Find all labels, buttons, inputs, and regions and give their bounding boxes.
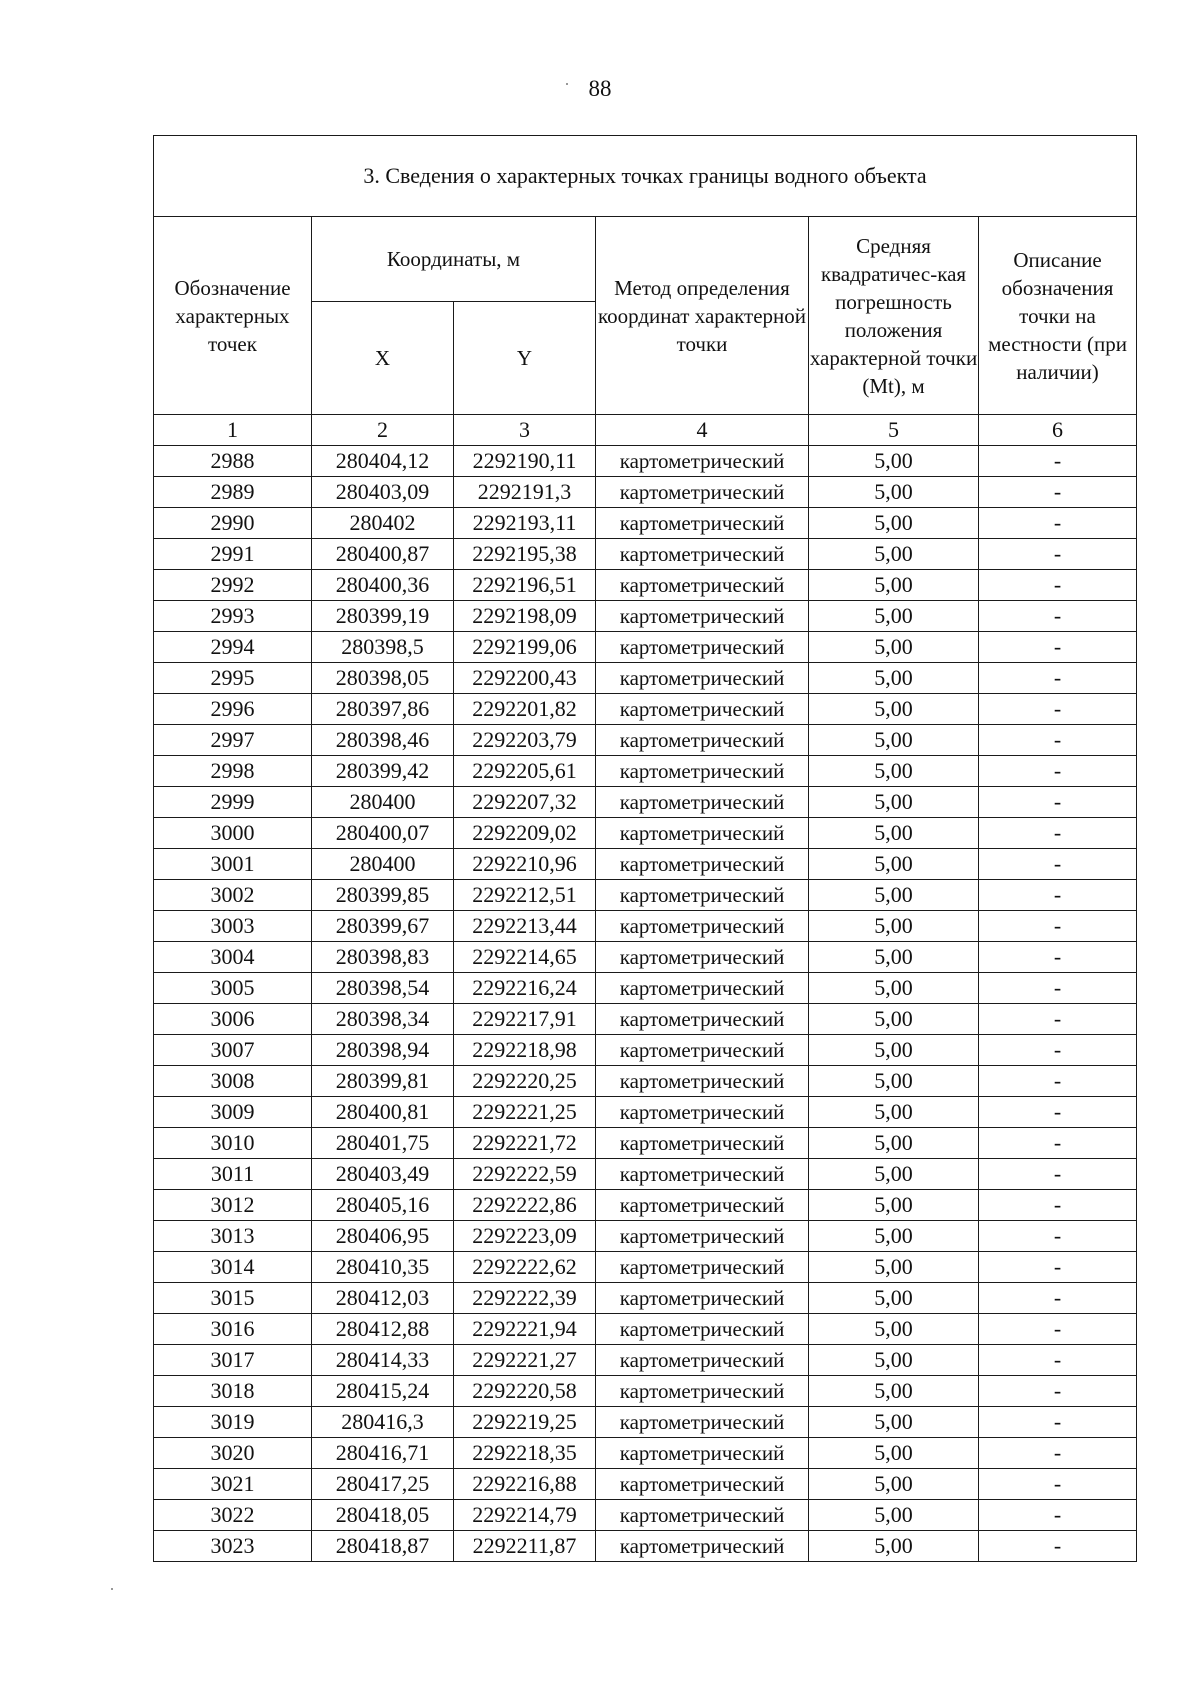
y-cell: 2292221,27 <box>454 1345 596 1376</box>
x-cell: 280398,94 <box>312 1035 454 1066</box>
y-cell: 2292213,44 <box>454 911 596 942</box>
point-id-cell: 2999 <box>154 787 312 818</box>
x-cell: 280401,75 <box>312 1128 454 1159</box>
point-id-cell: 3020 <box>154 1438 312 1469</box>
table-row <box>154 1314 1137 1345</box>
table-row <box>154 1128 1137 1159</box>
method-cell: картометрический <box>596 1345 809 1376</box>
error-cell: 5,00 <box>809 1376 979 1407</box>
y-cell: 2292191,3 <box>454 477 596 508</box>
point-id-cell: 3014 <box>154 1252 312 1283</box>
table-row <box>154 663 1137 694</box>
column-number: 3 <box>454 415 596 446</box>
scan-speck <box>111 1588 113 1590</box>
table-row <box>154 1004 1137 1035</box>
point-id-cell: 2994 <box>154 632 312 663</box>
description-cell: - <box>979 570 1137 601</box>
y-cell: 2292218,35 <box>454 1438 596 1469</box>
method-cell: картометрический <box>596 570 809 601</box>
method-cell: картометрический <box>596 1407 809 1438</box>
method-cell: картометрический <box>596 1314 809 1345</box>
description-cell: - <box>979 1531 1137 1562</box>
description-cell: - <box>979 508 1137 539</box>
method-cell: картометрический <box>596 477 809 508</box>
description-cell: - <box>979 1066 1137 1097</box>
header-x: X <box>312 302 454 415</box>
description-cell: - <box>979 1283 1137 1314</box>
method-cell: картометрический <box>596 508 809 539</box>
error-cell: 5,00 <box>809 539 979 570</box>
error-cell: 5,00 <box>809 1128 979 1159</box>
x-cell: 280416,71 <box>312 1438 454 1469</box>
method-cell: картометрический <box>596 663 809 694</box>
point-id-cell: 2998 <box>154 756 312 787</box>
error-cell: 5,00 <box>809 849 979 880</box>
x-cell: 280402 <box>312 508 454 539</box>
method-cell: картометрический <box>596 1097 809 1128</box>
error-cell: 5,00 <box>809 601 979 632</box>
description-cell: - <box>979 1345 1137 1376</box>
description-cell: - <box>979 1438 1137 1469</box>
table-row <box>154 570 1137 601</box>
y-cell: 2292214,65 <box>454 942 596 973</box>
y-cell: 2292222,86 <box>454 1190 596 1221</box>
point-id-cell: 3004 <box>154 942 312 973</box>
y-cell: 2292211,87 <box>454 1531 596 1562</box>
error-cell: 5,00 <box>809 508 979 539</box>
description-cell: - <box>979 1314 1137 1345</box>
description-cell: - <box>979 1035 1137 1066</box>
point-id-cell: 3021 <box>154 1469 312 1500</box>
boundary-points-table <box>153 135 1137 1562</box>
table-row <box>154 1345 1137 1376</box>
y-cell: 2292222,59 <box>454 1159 596 1190</box>
y-cell: 2292222,39 <box>454 1283 596 1314</box>
y-cell: 2292216,24 <box>454 973 596 1004</box>
description-cell: - <box>979 756 1137 787</box>
x-cell: 280415,24 <box>312 1376 454 1407</box>
description-cell: - <box>979 694 1137 725</box>
description-cell: - <box>979 1159 1137 1190</box>
x-cell: 280405,16 <box>312 1190 454 1221</box>
x-cell: 280398,34 <box>312 1004 454 1035</box>
y-cell: 2292217,91 <box>454 1004 596 1035</box>
table-title: 3. Сведения о характерных точках границы водного объекта <box>154 136 1137 217</box>
x-cell: 280399,85 <box>312 880 454 911</box>
point-id-cell: 2995 <box>154 663 312 694</box>
point-id-cell: 3009 <box>154 1097 312 1128</box>
point-id-cell: 3003 <box>154 911 312 942</box>
x-cell: 280399,42 <box>312 756 454 787</box>
method-cell: картометрический <box>596 756 809 787</box>
error-cell: 5,00 <box>809 1004 979 1035</box>
table-row <box>154 1097 1137 1128</box>
method-cell: картометрический <box>596 601 809 632</box>
table-row <box>154 942 1137 973</box>
table-row <box>154 756 1137 787</box>
table-row <box>154 1376 1137 1407</box>
method-cell: картометрический <box>596 1035 809 1066</box>
y-cell: 2292205,61 <box>454 756 596 787</box>
point-id-cell: 3022 <box>154 1500 312 1531</box>
error-cell: 5,00 <box>809 1159 979 1190</box>
point-id-cell: 3006 <box>154 1004 312 1035</box>
header-description: Описание обозначения точки на местности (при наличии) <box>979 217 1137 415</box>
method-cell: картометрический <box>596 1004 809 1035</box>
error-cell: 5,00 <box>809 756 979 787</box>
method-cell: картометрический <box>596 911 809 942</box>
error-cell: 5,00 <box>809 973 979 1004</box>
error-cell: 5,00 <box>809 1314 979 1345</box>
description-cell: - <box>979 942 1137 973</box>
method-cell: картометрический <box>596 694 809 725</box>
table-row <box>154 1407 1137 1438</box>
table-row <box>154 725 1137 756</box>
description-cell: - <box>979 1469 1137 1500</box>
description-cell: - <box>979 1252 1137 1283</box>
description-cell: - <box>979 601 1137 632</box>
y-cell: 2292221,94 <box>454 1314 596 1345</box>
table-row <box>154 1438 1137 1469</box>
table-row <box>154 787 1137 818</box>
point-id-cell: 3018 <box>154 1376 312 1407</box>
description-cell: - <box>979 1190 1137 1221</box>
table-row <box>154 1159 1137 1190</box>
y-cell: 2292218,98 <box>454 1035 596 1066</box>
point-id-cell: 2988 <box>154 446 312 477</box>
x-cell: 280414,33 <box>312 1345 454 1376</box>
column-number: 4 <box>596 415 809 446</box>
y-cell: 2292220,58 <box>454 1376 596 1407</box>
point-id-cell: 2989 <box>154 477 312 508</box>
method-cell: картометрический <box>596 1283 809 1314</box>
x-cell: 280400 <box>312 849 454 880</box>
x-cell: 280418,87 <box>312 1531 454 1562</box>
description-cell: - <box>979 911 1137 942</box>
point-id-cell: 3012 <box>154 1190 312 1221</box>
x-cell: 280398,54 <box>312 973 454 1004</box>
error-cell: 5,00 <box>809 570 979 601</box>
error-cell: 5,00 <box>809 477 979 508</box>
error-cell: 5,00 <box>809 911 979 942</box>
description-cell: - <box>979 539 1137 570</box>
x-cell: 280417,25 <box>312 1469 454 1500</box>
point-id-cell: 3013 <box>154 1221 312 1252</box>
column-number: 1 <box>154 415 312 446</box>
description-cell: - <box>979 725 1137 756</box>
point-id-cell: 3015 <box>154 1283 312 1314</box>
point-id-cell: 3019 <box>154 1407 312 1438</box>
y-cell: 2292223,09 <box>454 1221 596 1252</box>
table-row <box>154 477 1137 508</box>
table-row <box>154 911 1137 942</box>
method-cell: картометрический <box>596 1438 809 1469</box>
x-cell: 280400 <box>312 787 454 818</box>
table-row <box>154 1283 1137 1314</box>
y-cell: 2292196,51 <box>454 570 596 601</box>
description-cell: - <box>979 1500 1137 1531</box>
x-cell: 280400,07 <box>312 818 454 849</box>
y-cell: 2292221,72 <box>454 1128 596 1159</box>
error-cell: 5,00 <box>809 1035 979 1066</box>
description-cell: - <box>979 1004 1137 1035</box>
description-cell: - <box>979 880 1137 911</box>
y-cell: 2292212,51 <box>454 880 596 911</box>
y-cell: 2292209,02 <box>454 818 596 849</box>
error-cell: 5,00 <box>809 1221 979 1252</box>
method-cell: картометрический <box>596 942 809 973</box>
x-cell: 280399,81 <box>312 1066 454 1097</box>
method-cell: картометрический <box>596 1500 809 1531</box>
point-id-cell: 3005 <box>154 973 312 1004</box>
error-cell: 5,00 <box>809 1097 979 1128</box>
x-cell: 280410,35 <box>312 1252 454 1283</box>
point-id-cell: 3000 <box>154 818 312 849</box>
x-cell: 280400,81 <box>312 1097 454 1128</box>
method-cell: картометрический <box>596 1159 809 1190</box>
point-id-cell: 3010 <box>154 1128 312 1159</box>
method-cell: картометрический <box>596 1190 809 1221</box>
point-id-cell: 3023 <box>154 1531 312 1562</box>
error-cell: 5,00 <box>809 1345 979 1376</box>
description-cell: - <box>979 1128 1137 1159</box>
method-cell: картометрический <box>596 1221 809 1252</box>
table-body <box>154 446 1137 1562</box>
x-cell: 280412,88 <box>312 1314 454 1345</box>
y-cell: 2292198,09 <box>454 601 596 632</box>
x-cell: 280400,87 <box>312 539 454 570</box>
error-cell: 5,00 <box>809 1500 979 1531</box>
y-cell: 2292190,11 <box>454 446 596 477</box>
y-cell: 2292210,96 <box>454 849 596 880</box>
description-cell: - <box>979 818 1137 849</box>
x-cell: 280404,12 <box>312 446 454 477</box>
table-row <box>154 1469 1137 1500</box>
table-row <box>154 694 1137 725</box>
method-cell: картометрический <box>596 1531 809 1562</box>
error-cell: 5,00 <box>809 942 979 973</box>
point-id-cell: 3001 <box>154 849 312 880</box>
y-cell: 2292200,43 <box>454 663 596 694</box>
table-row <box>154 1531 1137 1562</box>
y-cell: 2292222,62 <box>454 1252 596 1283</box>
y-cell: 2292219,25 <box>454 1407 596 1438</box>
y-cell: 2292216,88 <box>454 1469 596 1500</box>
description-cell: - <box>979 1097 1137 1128</box>
error-cell: 5,00 <box>809 1407 979 1438</box>
x-cell: 280403,09 <box>312 477 454 508</box>
x-cell: 280399,67 <box>312 911 454 942</box>
point-id-cell: 2990 <box>154 508 312 539</box>
header-method: Метод определения координат характерной точки <box>596 217 809 415</box>
column-number: 2 <box>312 415 454 446</box>
column-numbers-row <box>154 415 1137 446</box>
point-id-cell: 3011 <box>154 1159 312 1190</box>
point-id-cell: 2992 <box>154 570 312 601</box>
x-cell: 280400,36 <box>312 570 454 601</box>
method-cell: картометрический <box>596 1128 809 1159</box>
error-cell: 5,00 <box>809 1283 979 1314</box>
table-row <box>154 1190 1137 1221</box>
description-cell: - <box>979 973 1137 1004</box>
error-cell: 5,00 <box>809 663 979 694</box>
method-cell: картометрический <box>596 849 809 880</box>
error-cell: 5,00 <box>809 1066 979 1097</box>
x-cell: 280399,19 <box>312 601 454 632</box>
y-cell: 2292195,38 <box>454 539 596 570</box>
error-cell: 5,00 <box>809 818 979 849</box>
error-cell: 5,00 <box>809 446 979 477</box>
table-row <box>154 1066 1137 1097</box>
table-row <box>154 880 1137 911</box>
point-id-cell: 3007 <box>154 1035 312 1066</box>
table-row <box>154 973 1137 1004</box>
method-cell: картометрический <box>596 632 809 663</box>
y-cell: 2292221,25 <box>454 1097 596 1128</box>
method-cell: картометрический <box>596 725 809 756</box>
error-cell: 5,00 <box>809 1438 979 1469</box>
table-row <box>154 601 1137 632</box>
x-cell: 280418,05 <box>312 1500 454 1531</box>
x-cell: 280398,5 <box>312 632 454 663</box>
method-cell: картометрический <box>596 1376 809 1407</box>
x-cell: 280403,49 <box>312 1159 454 1190</box>
description-cell: - <box>979 632 1137 663</box>
method-cell: картометрический <box>596 973 809 1004</box>
error-cell: 5,00 <box>809 725 979 756</box>
point-id-cell: 3002 <box>154 880 312 911</box>
y-cell: 2292193,11 <box>454 508 596 539</box>
point-id-cell: 2993 <box>154 601 312 632</box>
column-number: 5 <box>809 415 979 446</box>
method-cell: картометрический <box>596 818 809 849</box>
method-cell: картометрический <box>596 1469 809 1500</box>
x-cell: 280398,05 <box>312 663 454 694</box>
method-cell: картометрический <box>596 787 809 818</box>
description-cell: - <box>979 477 1137 508</box>
header-coordinates: Координаты, м <box>312 217 596 302</box>
x-cell: 280412,03 <box>312 1283 454 1314</box>
description-cell: - <box>979 849 1137 880</box>
description-cell: - <box>979 1407 1137 1438</box>
table-row <box>154 1252 1137 1283</box>
point-id-cell: 3017 <box>154 1345 312 1376</box>
point-id-cell: 3016 <box>154 1314 312 1345</box>
header-y: Y <box>454 302 596 415</box>
x-cell: 280398,83 <box>312 942 454 973</box>
y-cell: 2292201,82 <box>454 694 596 725</box>
header-error: Средняя квадратичес-кая погрешность положения характерной точки (Mt), м <box>809 217 979 415</box>
x-cell: 280397,86 <box>312 694 454 725</box>
table-row <box>154 632 1137 663</box>
y-cell: 2292203,79 <box>454 725 596 756</box>
method-cell: картометрический <box>596 880 809 911</box>
x-cell: 280406,95 <box>312 1221 454 1252</box>
point-id-cell: 2997 <box>154 725 312 756</box>
table-row <box>154 1500 1137 1531</box>
y-cell: 2292199,06 <box>454 632 596 663</box>
method-cell: картометрический <box>596 446 809 477</box>
table-row <box>154 818 1137 849</box>
error-cell: 5,00 <box>809 1190 979 1221</box>
error-cell: 5,00 <box>809 1252 979 1283</box>
table-row <box>154 508 1137 539</box>
error-cell: 5,00 <box>809 880 979 911</box>
description-cell: - <box>979 1221 1137 1252</box>
point-id-cell: 2996 <box>154 694 312 725</box>
method-cell: картометрический <box>596 539 809 570</box>
y-cell: 2292207,32 <box>454 787 596 818</box>
description-cell: - <box>979 1376 1137 1407</box>
table-row <box>154 446 1137 477</box>
table-row <box>154 539 1137 570</box>
error-cell: 5,00 <box>809 1531 979 1562</box>
table-row <box>154 1221 1137 1252</box>
table-row <box>154 849 1137 880</box>
description-cell: - <box>979 446 1137 477</box>
y-cell: 2292220,25 <box>454 1066 596 1097</box>
point-id-cell: 3008 <box>154 1066 312 1097</box>
point-id-cell: 2991 <box>154 539 312 570</box>
y-cell: 2292214,79 <box>454 1500 596 1531</box>
error-cell: 5,00 <box>809 1469 979 1500</box>
page-number: 88 <box>588 76 612 101</box>
description-cell: - <box>979 663 1137 694</box>
table-row <box>154 1035 1137 1066</box>
header-point-designation: Обозначение характерных точек <box>154 217 312 415</box>
error-cell: 5,00 <box>809 694 979 725</box>
error-cell: 5,00 <box>809 787 979 818</box>
method-cell: картометрический <box>596 1252 809 1283</box>
x-cell: 280398,46 <box>312 725 454 756</box>
column-number: 6 <box>979 415 1137 446</box>
description-cell: - <box>979 787 1137 818</box>
x-cell: 280416,3 <box>312 1407 454 1438</box>
error-cell: 5,00 <box>809 632 979 663</box>
method-cell: картометрический <box>596 1066 809 1097</box>
